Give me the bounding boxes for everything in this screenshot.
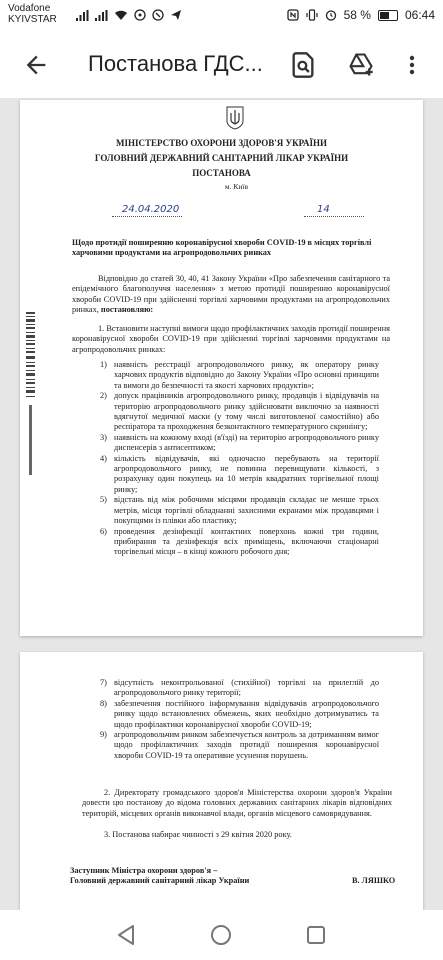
list-item: 6) проведення дезінфекції контактних поверхонь кожні три години, прибирання та дезінфекція всіх приміщень, включаючи стаціонарні торгівельні місця – в кінці кожного робочого дня; (100, 526, 379, 557)
resolution-heading: ПОСТАНОВА (192, 168, 251, 178)
list-item: 5) відстань від між робочими місцями продавців складає не менше трьох метрів, місця торгівлі обладнанні захисними екранами між продавцями і покупцями із плівки або пластику; (100, 495, 379, 526)
signer-title (70, 866, 249, 887)
intro-paragraph (72, 274, 390, 316)
document-page-2[interactable] (20, 652, 423, 910)
clause-1: 1. Встановити наступні вимоги щодо профілактичних заходів протидії поширення коронавірусної хвороби COVID-19 при здійсненні торгівлі харчовими продуктами на агропродовольчих ринках: (72, 324, 390, 354)
signal-icon (76, 10, 89, 21)
clause-3: 3. Постанова набирає чинності з 29 квітня 2020 року. (104, 830, 292, 839)
carrier-2: KYIVSTAR (8, 14, 57, 25)
ministry-heading: МІНІСТЕРСТВО ОХОРОНИ ЗДОРОВ'Я УКРАЇНИ (116, 138, 327, 148)
intro-text: Відповідно до статей 30, 40, 41 Закону України «Про забезпечення санітарного та епідемічного благополуччя населення» з метою протидії поширенню коронавірусної хвороби COVID-19 при здійсненні торгівлі харчовими продуктами на агропродовольчих ринках, (72, 274, 390, 315)
recents-square-icon[interactable] (306, 925, 326, 945)
signer-line-2: Головний державний санітарний лікар України (70, 876, 250, 886)
signal-2-icon (95, 10, 108, 21)
carrier-names (8, 3, 57, 25)
list-item: 1) наявність реєстрації агропродовольчого ринку, як оператору ринку харчових продуктів відповідно до Закону України «Про основні принципи та вимоги до безпечності та якості харчових продуктів»; (100, 360, 379, 390)
wifi-icon (114, 10, 128, 21)
subject: Щодо протидії поширенню коронавірусної хвороби COVID-19 в місцях торгівлі харчовими продуктами на агропродовольчих ринках (72, 238, 372, 258)
arrow-left-icon[interactable] (22, 51, 50, 79)
clause-2: 2. Директорату громадського здоров'я Міністерства охорони здоров'я України довести цю постанову до відома головних державних санітарних лікарів відповідних територій, місцевих органів виконавчої влади, органів місцевого самоврядування. (82, 788, 392, 818)
resolution-number: 14 (317, 204, 330, 215)
list-item: 7) відсутність неконтрольованої (стихійної) торгівлі на прилеглій до агропродовольчого ринку території; (100, 678, 379, 698)
list-item: 8) забезпечення постійного інформування відвідувачів агропродовольчого ринку щодо встановлених обмежень, яких необхідно дотримуватись та щодо профілактики коронавірусної хвороби COVID-19; (100, 698, 379, 729)
requirements-list-2 (20, 678, 423, 761)
more-vert-icon[interactable] (402, 51, 422, 79)
document-page-1[interactable] (20, 100, 423, 636)
requirements-list-1 (20, 360, 423, 558)
clock: 06:44 (404, 8, 435, 22)
document-title: Постанова ГДС... (88, 51, 263, 76)
coat-of-arms-icon (226, 106, 244, 130)
add-to-drive-icon[interactable] (347, 51, 375, 79)
hotspot-icon (134, 9, 146, 21)
status-icons-left (76, 9, 182, 21)
home-circle-icon[interactable] (210, 924, 232, 946)
list-item: 4) кількість відвідувачів, які одночасно перебувають на території агропродовольчого ринку, не повинна перевищувати кількості, з розрахунку один покупець на 10 метрів квадратних торгівельної площі ринку; (100, 453, 379, 494)
intro-bold: постановляю: (100, 305, 154, 315)
signer-name: В. ЛЯШКО (352, 876, 396, 885)
city: м. Київ (224, 182, 249, 191)
navigation-bar (0, 910, 443, 960)
status-bar (0, 0, 443, 34)
list-item: 2) допуск працівників агропродовольчого ринку, продавців і відвідувачів на територію агропродовольчого ринку здійснювати виключно за наявності вдягнутої медичної маски (у тому числі виготовленої самостійно) або респіратора та проходження безконтактного температурного скринінгу; (100, 391, 379, 432)
carrier-1: Vodafone (8, 3, 51, 14)
list-item: 9) агропродовольчим ринком забезпечується контроль за дотриманням вимог щодо профілактичних заходів протидії поширення коронавірусної хвороби COVID-19 та оперативне усунення порушень. (100, 730, 379, 760)
number-line (304, 216, 364, 217)
date-line (112, 216, 182, 217)
signer-line-1: Заступник Міністра охорони здоров'я – (70, 866, 218, 875)
telegram-icon (170, 9, 182, 21)
resolution-date: 24.04.2020 (122, 204, 180, 215)
viber-icon (152, 9, 164, 21)
nfc-icon (287, 9, 299, 21)
find-in-page-icon[interactable] (289, 51, 317, 79)
alarm-icon (325, 9, 337, 21)
list-item: 3) наявність на кожному вході (в'їзді) на територію агропродовольчого ринку диспенсерів з антисептиком; (100, 432, 379, 453)
battery-icon (378, 10, 398, 21)
back-triangle-icon[interactable] (116, 924, 136, 946)
battery-percent: 58 % (343, 8, 371, 22)
app-bar (0, 34, 443, 98)
doctor-heading: ГОЛОВНИЙ ДЕРЖАВНИЙ САНІТАРНИЙ ЛІКАР УКРАЇНИ (94, 153, 349, 163)
status-icons-right (287, 8, 435, 22)
vibrate-icon (306, 9, 318, 21)
